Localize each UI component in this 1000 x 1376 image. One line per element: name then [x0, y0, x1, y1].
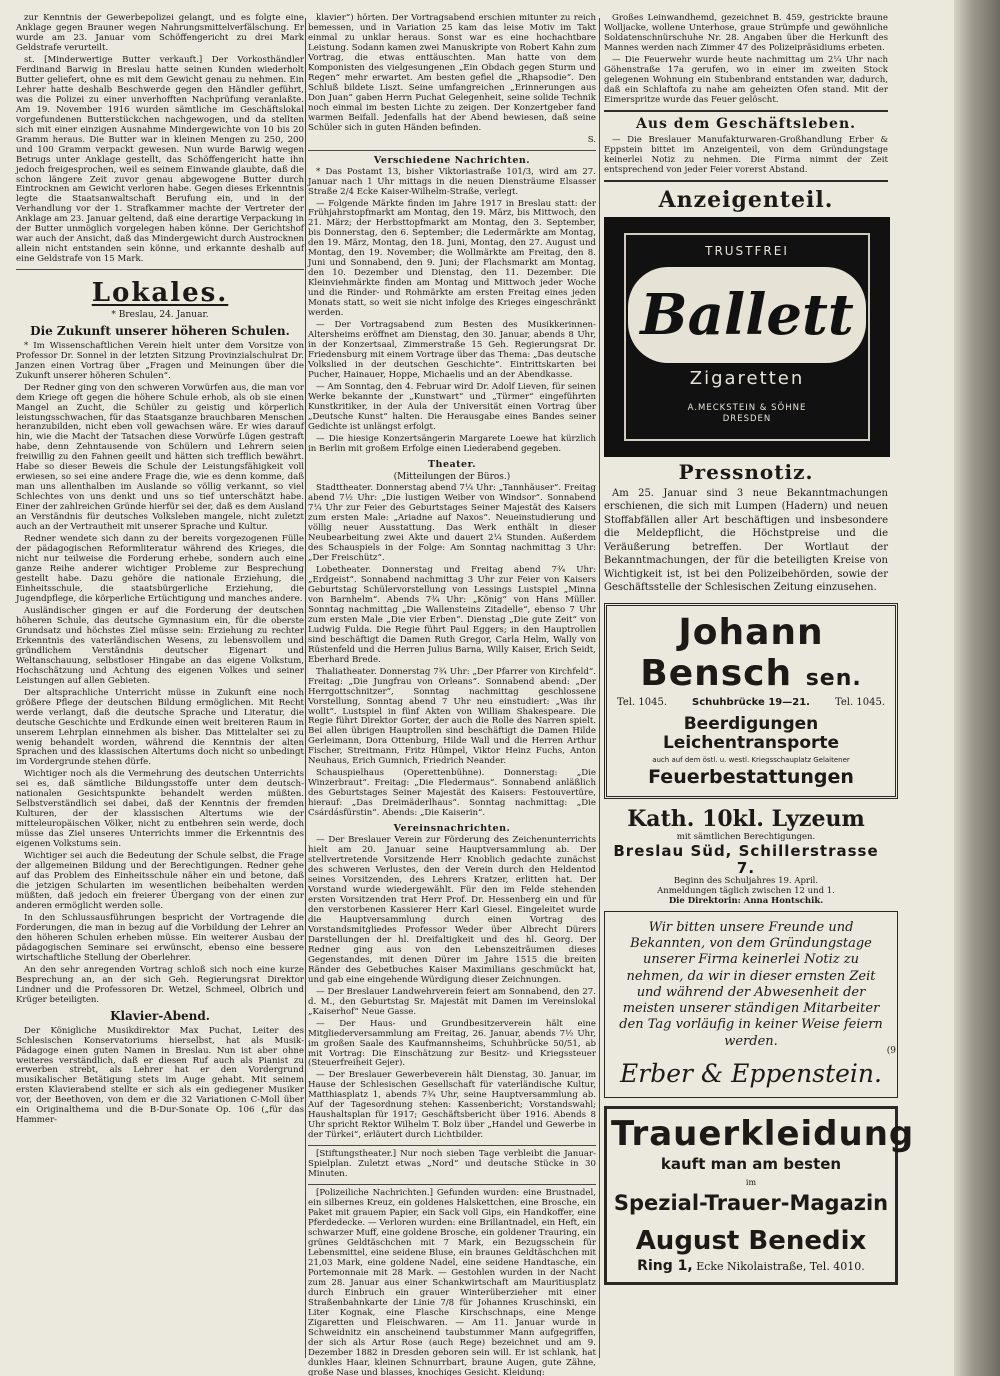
col2-paragraph: klavier“) hörten. Der Vortragsabend erschien mitunter zu reich bemessen, und in Variation 25 kam das leise Motiv im Takt einmal zu unklar heraus. Sonst war es eine hochachtbare Leistung. Sodann kamen zwei Manuskripte von Robert Kahn zum Vortrag, die etwas enttäuschten. Man hatte von dem Komponisten des vielgesungenen „Ein Obdach gegen Sturm und Regen“ mehr erwartet. Am besten gefiel die „Rhapsodie“. Den Schluß bildete Liszt. Seine umfangreichen „Erinnerungen aus Don Juan“ gaben Herrn Puchat Gelegenheit, seine solide Technik noch einmal im besten Lichte zu zeigen. Der Konzertgeber fand warmen Beifall. Jedenfalls hat der Abend bewiesen, daß seine Schüler sich in guten Händen befinden. [308, 13, 596, 133]
bensch-small-line: auch auf dem östl. u. westl. Kriegsschauplatz Gelaitener [652, 756, 850, 765]
vereins-paragraph: — Der Breslauer Gewerbeverein hält Dienstag, 30. Januar, im Hause der Schlesischen Gesellschaft für vaterländische Kultur, Matthiasplatz 1, abends 7¾ Uhr, seine Hauptversammlung ab. Auf der Tagesordnung stehen: Kassenbericht; Vorstandswahl; Haushaltsplan für 1917; Geschäftsbericht über 1916. Abends 8 Uhr spricht Rektor Wilhelm T. Bolz über „Handel und Gewerbe in der Türkei“, erläutert durch Lichtbilder. [308, 1070, 596, 1141]
article-paragraph: An den sehr anregenden Vortrag schloß sich noch eine kurze Besprechung an, an der sich Geh. Regierungsrat Direktor Lindner und die Professoren Dr. Wetzel, Schmeel, Olbrich und Krüger beteiligten. [16, 964, 304, 1005]
anzeigenteil-title: Anzeigenteil. [658, 186, 834, 213]
trauer-address [611, 1258, 891, 1274]
divider [604, 180, 888, 182]
divider [308, 1145, 596, 1146]
vereins-paragraph: — Der Breslauer Landwehrverein feiert am Sonnabend, den 27. d. M., den Geburtstag Sr. Majestät mit Damen im Vereinslokal „Kaiserhof“ Neue Gasse. [308, 986, 596, 1017]
klavier-paragraph: Der Königliche Musikdirektor Max Puchat, Leiter des Schlesischen Konservatoriums hierselbst, hat als Musik-Pädagoge einen guten Namen in Breslau. Nun ist aber ohne weiteres verständlich, daß er diesen Ruf auch als Pianist zu erwerben strebt, als Lehrer hat er den Vordergrund musikalischer Betätigung stets im Auge gehabt. Mit seinem ersten Klavierabend stellte er sich als ein gediegener Musiker vor, der Beethoven, von dem er die 32 Variationen C-Moll über ein Originalthema und die B-Dur-Sonate Op. 106 („für das Hammer- [16, 1025, 304, 1126]
article-paragraph: Der Redner ging von den schweren Vorwürfen aus, die man vor dem Kriege oft gegen die höhere Schule erhob, als ob sie einen Mangel an Zucht, die Schüler zu geistig und körperlich leistungsschwachen, für das Staatsganze brauchbaren Menschen heranzubilden, nicht eben voll gewachsen wäre. Er wies darauf hin, wie die Macht der Tatsachen diese Vorwürfe Lügen gestraft habe, denn Zehntausende von Schülern und Lehrern seien freiwillig zu den Fahnen geeilt und hätten sich trefflich bewährt. Habe so dieser Beweis die Schule der Leistungsfähigkeit voll erwiesen, so sei eine andere Frage die, wie es denn komme, daß man uns allenthalben im Auslande so völlig verkannt, so viel Schlechtes von uns denkt und uns so tief unterschätzt habe. Einer der zahlreichen Gründe hierfür sei der, daß es dem Ausland an Verständnis für deutsches Volksleben mangele, nicht zuletzt auch an der Vertrautheit mit unserer Sprache und Kultur. [16, 382, 304, 533]
review-signature: S. [587, 134, 596, 145]
column-3 [604, 13, 915, 1293]
erber-text: Wir bitten unsere Freunde und Bekannten, von dem Gründungstage unserer Firma keinerlei Notiz zu nehmen, da wir in dieser ernsten Zeit und während der Abwesenheit der meisten unserer ständigen Mitarbeiter den Tag vorläufig in keiner Weise feiern werden. [619, 919, 883, 1049]
news-paragraph: — Der Vortragsabend zum Besten des Musikkerinnen-Altersheims eröffnet am Dienstag, den 30. Januar, abends 8 Uhr, in der Konzertsaal, Zimmerstraße 15 Geh. Regierungsrat Dr. Friedensburg mit einem Vortrage über das Thema: „Das deutsche Volkslied in der deutschen Geschichte“. Eintrittskarten bei Pucher, Hainauer, Hoppe, Michaelis und an der Abendkasse. [308, 320, 596, 380]
page-number-fragment: (9 [886, 1046, 896, 1056]
lyzeum-address: Breslau Süd, Schillerstrasse 7. [613, 841, 879, 877]
theater-paragraph: Stadttheater. Donnerstag abend 7¼ Uhr: „Tannhäuser“. Freitag abend 7½ Uhr: „Die lustigen Weiber von Windsor“. Sonnabend 7¼ Uhr zur Feier des Geburtstages Seiner Majestät des Kaisers zum ersten Male: „Ariadne auf Naxos“. Neueinstudierung und völlig neuer Ausstattung. Das Werk enthält in dieser Neubearbeitung zwei Akte und dauert 2¼ Stunden. Außerdem des Schauspiels in der Folge: Am Sonntag nachmittag 3 Uhr: „Der Freischütz“. [308, 483, 596, 563]
theater-paragraph: Thaliatheater. Donnerstag 7¾ Uhr: „Der Pfarrer von Kirchfeld“. Freitag: „Die Jungfrau von Orleans“. Sonnabend abend: „Der Herrgottschnitzer“, Sonntag nachmittag geschlossene Vorstellung, Sonntag abend 7 Uhr neu einstudiert: „Was ihr wollt“. Lustspiel in fünf Akten von William Shakespeare. Die Regie führt Direktor Gorter, der auch die Rolle des Narren spielt. Bei allen übrigen Hauptrollen sind beschäftigt die Damen Hilde Gerleimann, Dora Ottenburg, Hilde Wall und die Herren Arthur Fischer, Streitmann, Fritz Hümpel, Viktor Heinz Fuchs, Anton Neuhaus, Erich Gumnich, Friedrich Neander. [308, 666, 596, 767]
trauer-address-prefix: Ring 1, [637, 1257, 693, 1274]
ad-maker-line: A.MECKSTEIN & SÖHNE [687, 403, 807, 414]
bensch-name-text: Johann Bensch [640, 611, 824, 695]
divider [308, 150, 596, 151]
stiftung-paragraph: [Stiftungstheater.] Nur noch sieben Tage verbleibt die Januar-Spielplan. Zuletzt etwas „Nord“ und deutsche Stücke in 30 Minuten. [308, 1149, 596, 1180]
lyzeum-line1: Beginn des Schuljahres 19. April. [673, 876, 819, 887]
bensch-funeral-ad [604, 603, 898, 800]
ballett-cigarette-ad [604, 217, 890, 457]
vereins-title: Vereinsnachrichten. [393, 823, 511, 835]
article-paragraph: Ausländischer gingen er auf die Forderung der deutschen höheren Schule, das deutsche Gymnasium ein, für die oberste Grundsatz und höchstes Ziel müsse sein: Erziehung zu rechter Erkenntnis des vaterländischen Wesens, zu lebensvollem und gründlichem Verständnis deutscher Eigenart und Weltanschauung, selbstloser Hingabe an das eigene Volkstum, Hochschätzung und Achtung des eigenen Volkes und seiner Leistungen auf allen Gebieten. [16, 605, 304, 686]
bensch-tel-right: Tel. 1045. [835, 697, 885, 709]
erber-eppenstein-notice [604, 911, 898, 1098]
ad-maker [606, 403, 888, 425]
bensch-line3: Feuerbestattungen [648, 766, 854, 789]
presse-notice [604, 487, 888, 595]
presse-paragraph: Am 25. Januar sind 3 neue Bekanntmachungen erschienen, die sich mit Lumpen (Hadern) und neuen Stoffabfällen aller Art beschäftigen und insbesondere die Meldepflicht, die Höchstpreise und die Veräußerung betreffen. Der Wortlaut der Bekanntmachungen, der für die beteiligten Kreise von Wichtigkeit ist, ist bei den Polizeibehörden, sowie der Geschäftsstelle der Schlesischen Zeitung einzusehen. [604, 487, 888, 594]
polizei-paragraph: [Polizeiliche Nachrichten.] Gefunden wurden: eine Brustnadel, ein silbernes Kreuz, ein goldenes Halskettchen, eine Brosche, ein Paket mit grauem Papier, ein Sack voll Gips, ein Handkoffer, eine Pferdedecke. — Verloren wurden: eine Brillantnadel, ein Heft, ein schwarzer Muff, eine goldene Brosche, ein goldener Trauring, ein grünes Geldtäschchen mit 7 Mark, ein Bezugsschein für Lebensmittel, eine seidene Bluse, ein braunes Geldtäschchen mit 21,03 Mark, eine goldene Nadel, eine seidene Handtasche, ein Portemonnaie mit 28 Mark. — Gestohlen wurden in der Nacht zum 28. Januar aus einer Schankwirtschaft am Mauritiusplatz durch Einbruch ein grauer Winterüberzieher mit einer Straßenbahnkarte der Linie 7/8 für Johannes Kruschinski, ein Liter Kognak, eine Flasche Kirschschnaps, eine Menge Zigaretten und Fleischwaren. — Am 11. Januar wurde in Schweidnitz ein anscheinend taubstummer Mann aufgegriffen, der sich als Artur Rose (auch Rege) bezeichnet und am 9. Dezember 1882 in Dresden geboren sein will. Er ist schlank, hat dunkles Haar, kleinen Schnurrbart, braune Augen, gute Zähne, große Nase und blasses, knochiges Gesicht. Kleidung: [308, 1188, 596, 1376]
bensch-name [611, 612, 891, 696]
klavier-title: Klavier-Abend. [110, 1008, 210, 1023]
col1-paragraph: st. [Minderwertige Butter verkauft.] Der Vorkosthändler Ferdinand Barwig in Breslau hatte seinen Kunden wiederholt Butter geliefert, ohne es mit dem Gewicht genau zu nehmen. Ein Lehrer hatte deshalb Beschwerde gegen den Händler geführt, was die Polizei zu einer unverhofften Nachprüfung veranlaßte. Am 19. November 1916 wurden sämtliche im Geschäftslokal vorgefundenen Butterstückchen nachgewogen, und da stellten sich mit einer einzigen Ausnahme Mindergewichte von 10 bis 20 Gramm heraus. Die Butter war in kleinen Mengen zu 250, 200 und 100 Gramm verpackt gewesen. Nun wurde Barwig wegen Betrugs unter Anklage gestellt, das Schöffengericht hatte ihn jedoch freigesprochen, weil es seinem Einwande glaubte, daß die schon längere Zeit zuvor genau abgewogene Butter durch Eintrocknen am Gewicht verloren habe. Gegen dieses Erkenntnis legte die Staatsanwaltschaft Berufung ein, und in der Verhandlung vor der 1. Strafkammer machte der Vertreter der Anklage am 23. Januar geltend, daß eine derartige Verpackung in der Butter unmöglich vorgelegen haben könne. Der Gerichtshof war auch der Ansicht, daß das Mindergewicht durch Austrocknen allein nicht entstanden sein könne, und erkannte deshalb auf eine Geldstrafe von 15 Mark. [16, 54, 304, 265]
bensch-suffix: sen. [805, 666, 862, 692]
theater-title: Theater. [427, 458, 477, 470]
article-paragraph: Redner wendete sich dann zu der bereits vorgezogenen Fülle der pädagogischen Reformliteratur während des Krieges, die nicht nur teilweise die Forderung erhebe, sondern auch eine ganze Reihe anderer wichtiger Probleme zur Besprechung gestellt habe. Dazu gehöre die nationale Erziehung, die Einheitsschule, die staatsbürgerliche Erziehung, die Jugendpflege, die körperliche Ertüchtigung und manches andere. [16, 534, 304, 604]
bensch-line1: Beerdigungen [683, 713, 819, 734]
trauer-line2: Spezial-Trauer-Magazin [613, 1191, 889, 1216]
trauer-im: im [745, 1178, 757, 1188]
article-paragraph: * Im Wissenschaftlichen Verein hielt unter dem Vorsitze von Professor Dr. Sonnel in der letzten Sitzung Provinzialschulrat Dr. Janzen einen Vortrag über „Fragen und Meinungen über die Zukunft unserer höheren Schulen“. [16, 340, 304, 381]
news-paragraph: — Am Sonntag, den 4. Februar wird Dr. Adolf Lieven, für seinen Werke bekannte der „Kunstwart“ und „Türmer“ eingeführten Kunstkritiker, in der Aula der Universität einen Vortrag über „Deutsche Kunst“ halten. Die Herausgabe eines Bandes seiner Gedichte ist unlängst erfolgt. [308, 381, 596, 432]
news-paragraph: * Das Postamt 13, bisher Viktoriastraße 101/3, wird am 27. Januar nach 1 Uhr mittags in die neuen Diensträume Elsasser Straße 2/4 Ecke Kaiser-Wilhelm-Straße, verlegt. [308, 166, 596, 197]
lyzeum-title: Kath. 10kl. Lyzeum [627, 806, 865, 833]
ad-trustfrei-label: TRUSTFREI [705, 244, 789, 259]
erber-signature: Erber & Eppenstein. [620, 1058, 882, 1088]
bensch-address: Schuhbrücke 19—21. [692, 697, 810, 709]
divider [16, 269, 304, 270]
lokales-heading: Lokales. [91, 278, 229, 309]
lyzeum-sub: mit sämtlichen Berechtigungen. [676, 831, 816, 842]
column-1 [16, 14, 304, 1128]
lyzeum-line2: Anmeldungen täglich zwischen 12 und 1. [657, 886, 835, 897]
lyzeum-director: Die Direktorin: Anna Hontschik. [668, 896, 824, 907]
article-paragraph: In den Schlussausführungen bespricht der Vortragende die Forderungen, die man in bezug auf die Vorbildung der Lehrer an den höheren Schulen erheben müsse. Ein weiterer Ausbau der pädagogischen Seminare sei erwünscht, ebenso eine bessere wirtschaftliche Stellung der Oberlehrer. [16, 912, 304, 963]
column-rule-left [305, 18, 306, 1358]
col3-paragraph: Großes Leinwandhemd, gezeichnet B. 459, gestrickte braune Wolljacke, wollene Unterhose, graue Strümpfe und gewöhnliche Soldatenschnürschuhe Nr. 28. Angaben über die Herkunft des Mannes werden nach Zimmer 47 des Polizeipräsidiums erbeten. [604, 13, 888, 53]
presse-title: Pressnotiz. [678, 460, 814, 485]
article-paragraph: Wichtiger noch als die Vermehrung des deutschen Unterrichts sei es, daß sämtliche Bildungsstoffe unter dem deutsch-nationalen Gesichtspunkte behandelt werden müßten. Selbstverständlich sei dabei, daß der Kenntnis der fremden Kulturen, der der klassischen Altertums wie der mitteleuropäischen Völker, nicht zu entbehren sein werde, doch müsse das Ziel unseres Unterrichts immer die Erkenntnis des eigenen Volkstums sein. [16, 769, 304, 850]
geschaeft-title: Aus dem Geschäftsleben. [635, 115, 857, 132]
column-rule-right [599, 18, 600, 1358]
article-paragraph: Der altsprachliche Unterricht müsse in Zukunft eine noch größere Pflege der deutschen Bildung ermöglichen. Mit Recht werde verlangt, daß die deutsche Sprache und Literatur, die deutsche Geschichte und Erdkunde einen weit breiteren Raum in unserem Lehrplan einnehmen als bisher. Das Mittelalter sei zu wenig behandelt worden, während die Kenntnis der alten Sprachen und des klassischen Altertums doch nicht so unbedingt im Vordergrunde stehen dürfe. [16, 687, 304, 768]
ad-product-label: Zigaretten [689, 368, 805, 390]
news-paragraph: — Die hiesige Konzertsängerin Margarete Loewe hat kürzlich in Berlin mit großem Erfolge einen Liederabend gegeben. [308, 433, 596, 454]
verschiedenes-title: Verschiedene Nachrichten. [373, 154, 531, 166]
lyzeum-ad [606, 807, 886, 907]
trauer-name: August Benedix [635, 1225, 867, 1256]
col3-paragraph: — Die Feuerwehr wurde heute nachmittag um 2¼ Uhr nach Göhenstraße 17a gerufen, wo in einer im zweiten Stock gelegenen Wohnung ein Stubenbrand entstanden war, dadurch, daß ein Schlaftofa zu nahe am geheizten Ofen stand. Mit der Eimerspritze wurde das Feuer gelöscht. [604, 54, 888, 105]
article-title: Die Zukunft unserer höheren Schulen. [30, 323, 290, 338]
col1-paragraph: zur Kenntnis der Gewerbepolizei gelangt, und es folgte eine Anklage gegen Brauner wegen Nahrungsmittelverfälschung. Er wurde am 23. Januar vom Schöffengericht zu drei Mark Geldstrafe verurteilt. [16, 13, 304, 53]
scan-edge [954, 0, 1000, 1376]
dateline: * Breslau, 24. Januar. [111, 310, 209, 321]
article-paragraph: Wichtiger sei auch die Bedeutung der Schule selbst, die Frage der allgemeinen Bildung und der Berechtigungen. Redner gehe auf das Problem des Einheitsschule näher ein und betone, daß die jetzigen Schularten im wesentlichen beibehalten werden müßten, daß jedoch ein freierer Übergang von der einen zur anderen ermöglicht werden solle. [16, 851, 304, 911]
divider [308, 1184, 596, 1185]
trauer-address-text: Ecke Nikolaistraße, Tel. 4010. [696, 1259, 865, 1273]
bensch-line2: Leichentransporte [662, 733, 840, 754]
bensch-tel-left: Tel. 1045. [617, 697, 667, 709]
vereins-paragraph: — Der Breslauer Verein zur Förderung des Zeichenunterrichts hielt am 20. Januar seine Hauptversammlung ab. Der stellvertretende Vorsitzende Herr Knoblich gedachte zunächst des schweren Verlustes, den der Verein durch den Heldentod seines Vorsitzenden, des Lehrers Kratzer, erlitten hat. Der Vorstand wurde wiedergewählt. Für den im Felde stehenden ersten Vorsitzenden trat Herr Prof. Dr. Hessenberg ein und für den verstorbenen Kassierer Herr Karl Giesel. Eingeleitet wurde die Hauptversammlung durch einen Vortrag des Vorstandsmitgliedes Professor Weder über Albrecht Dürers Darstellungen der hl. Dreifaltigkeit und des hl. Georg. Der Redner ging aus von den Lebenszeiträumen dieses Gegenstandes, mit denen Dürer im Jahre 1515 die breiten Ränder des Gebetbuches Kaiser Maximilians geschmückt hat, und gab eine eingehende Würdigung dieser Zeichnungen. [308, 835, 596, 985]
trauer-line1: kauft man am besten [660, 1154, 842, 1173]
news-paragraph: — Folgende Märkte finden im Jahre 1917 in Breslau statt: der Frühjahrstopfmarkt am Montag, den 19. März, bis Mittwoch, den 21. März; der Herbsttopfmarkt am Montag, den 3. September, bis Donnerstag, den 6. September; die Ledermärkte am Montag, den 19. März, Montag, den 18. Juni, Montag, den 27. August und Montag, den 19. November; die Wollmärkte am Freitag, den 8. Juni und Sonnabend, den 9. Juni; der Flachsmarkt am Montag, den 10. Dezember und Dienstag, den 11. Dezember. Die Kleinviehmärkte finden am Montag und Mittwoch jeder Woche und die Rinder- und Rohmärkte am ersten Freitag eines jeden Monats statt, so weit sie nicht infolge des Krieges eingeschränkt werden. [308, 198, 596, 319]
ad-brand-name: Ballett [628, 267, 866, 363]
trauer-title: Trauerkleidung [611, 1114, 915, 1155]
column-2 [308, 14, 596, 1376]
divider [604, 110, 888, 112]
theater-paragraph: Schauspielhaus (Operettenbühne). Donnerstag: „Die Winzerbraut“. Freitag: „Die Fledermaus“. Sonnabend anläßlich des Geburtstages Seiner Majestät des Kaisers: Festouvertüre, hierauf: „Das Dreimäderlhaus“. Sonntag nachmittag: „Die Csárdásfürstin“. Abends: „Die Kaiserin“. [308, 768, 596, 819]
theater-paragraph: Lobetheater. Donnerstag und Freitag abend 7¾ Uhr: „Erdgeist“. Sonnabend nachmittag 3 Uhr zur Feier von Kaisers Geburtstag Schülervorstellung von Lessings Lustspiel „Minna von Barnhelm“. Abends 7¾ Uhr: „König“ von Hans Müller. Sonntag nachmittag „Die Wallensteins Zitadelle“, ebenso 7 Uhr zum ersten Male „Die vier Erben“. Dienstag „Die gute Zeit“ von Ludwig Fulda. Die Regie führt Paul Eggers; in den Hauptrollen sind beschäftigt die Damen Ruth Gregor, Carla Helm, Wally von Rüstenfeld und die Herren Julius Barna, Willy Kaiser, Erich Seidt, Eberhard Brede. [308, 564, 596, 665]
ad-maker-city: DRESDEN [722, 414, 772, 425]
theater-subtitle: (Mitteilungen der Büros.) [393, 471, 511, 482]
bensch-contact-row [617, 697, 885, 709]
trauer-ad [604, 1106, 915, 1285]
geschaeft-paragraph: — Die Breslauer Manufakturwaren-Großhandlung Erber & Eppstein bittet im Anzeigenteil, von dem Gründungstage keinerlei Notiz zu nehmen. Die Firma nimmt der Zeit entsprechend von jeder Feier vorerst Abstand. [604, 134, 888, 175]
vereins-paragraph: — Der Haus- und Grundbesitzerverein hält eine Mitgliederversammlung am Freitag, 26. Januar, abends 7½ Uhr, im großen Saale des Kaufmannsheims, Schuhbrücke 50/51, ab mit Vortrag: Die Einschätzung zur Besitz- und Kriegssteuer (Steuerfreiheit Gejer). [308, 1018, 596, 1069]
